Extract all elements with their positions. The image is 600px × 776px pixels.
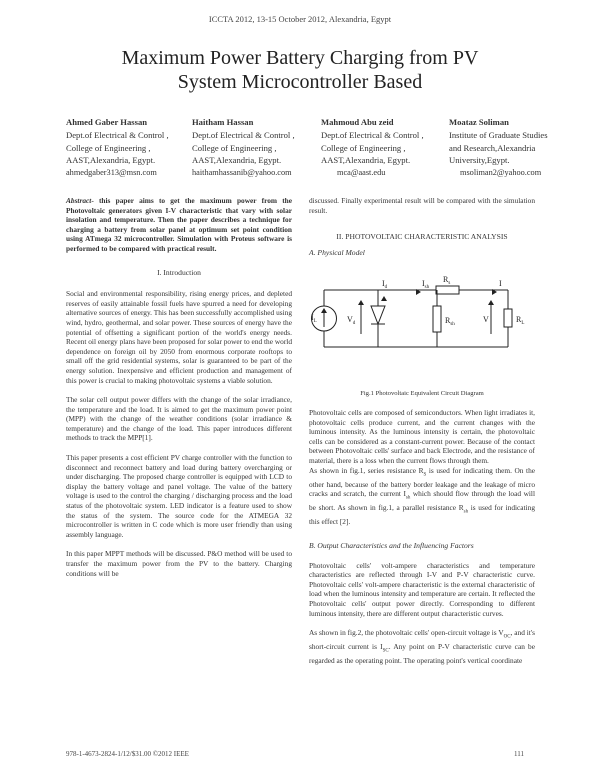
intro-paragraph-1: Social and environmental responsibility, rising energy prices, and depleted reserves of easily attainable fossil fuels have spurred a need for developing alternative sources of energy. This has been successfully accomplished using wind, hydro, geothermal, and solar power. These sources of energy have the potential of offsetting a significant portion of the world's energy needs. Recent oil energy plans have been proposed for solar power to end the world dependence on foreign oil by 2050 from enormous corporate rooftops to small off the grid residential systems, solar is guaranteed to be part of the energy solution. Inexpensive and efficient production and management of this power is crucial to making photovoltaic systems a viable solution.: [66, 289, 292, 385]
figure-1-caption: Fig.1 Photovoltaic Equivalent Circuit Diagram: [360, 390, 484, 397]
author-4-email[interactable]: msoliman2@yahoo.com: [460, 168, 542, 177]
subsection-a-title: A. Physical Model: [309, 247, 365, 257]
rsh-label: $R_{sh}$: [445, 316, 455, 327]
rs-label: $R_s$: [443, 275, 451, 286]
left-column: [66, 196, 292, 578]
v-label: V: [483, 315, 489, 324]
section-1-title: I. Introduction: [157, 267, 201, 277]
author-2: Haitham Hassan Dept.of Electrical & Control , College of Engineering , AAST,Alexandria, Egypt.: [192, 117, 295, 166]
i-label: I: [499, 279, 502, 288]
author-3: Mahmoud Abu zeid Dept.of Electrical & Control , College of Engineering , AAST,Alexandria, Egypt.: [321, 117, 424, 166]
section-2-title: II. PHOTOVOLTAIC CHARACTERISTIC ANALYSIS: [336, 232, 508, 242]
right-paragraph-1: Photovoltaic cells are composed of semiconductors. When light irradiates it, photovoltaic cells produce current, and the current changes with the luminous intensity. As the luminous intensity is certain, the photovoltaic cells can be considered as a constant-current power. Because of the contact between Photovoltaic cells' surface and back Electrode, and the resistance of material, there is a loss when the current flows through them.: [309, 408, 535, 465]
id-label: $I_d$: [382, 279, 388, 290]
abstract-label: Abstract: [66, 196, 92, 205]
right-paragraph-2: As shown in fig.1, series resistance $R_S$ is used for indicating them. On the other hand, because of the battery border leakage and the leakage of micro cracks and scratch, the current $I_{sh}$ which should flow through the load will be short. As shown in fig.1, a parallel resistance $R_{sh}$ is used for indicating this effect [2].: [309, 465, 536, 527]
vd-label: $V_d$: [347, 315, 356, 326]
author-3-email[interactable]: mca@aast.edu: [337, 168, 386, 177]
right-paragraph-4: As shown in fig.2, the photovoltaic cells' open-circuit voltage is $V_{OC}$, and it's short-circuit current is $I_{SC}$. Any point on P-V characteristic curve can be regarded as the operating point. The operating point's vertical coordinate: [309, 628, 536, 666]
paper-title: [40, 46, 560, 94]
conference-header: ICCTA 2012, 13-15 October 2012, Alexandria, Egypt: [208, 14, 392, 24]
subsection-b-title: B. Output Characteristics and the Influencing Factors: [309, 540, 474, 550]
author-1-email[interactable]: ahmedgaber313@msn.com: [66, 168, 157, 177]
title-line-1: Maximum Power Battery Charging from PV: [121, 47, 479, 69]
author-4: Moataz Soliman Institute of Graduate Studies and Research,Alexandria University,Egypt.: [449, 117, 548, 166]
intro-paragraph-4: In this paper MPPT methods will be discussed. P&O method will be used to transfer the maximum power from the PV to the battery. Charging conditions will be: [66, 549, 292, 578]
right-column-top: [309, 196, 535, 257]
il-label: $I_L$: [311, 313, 317, 324]
intro-paragraph-3: This paper presents a cost efficient PV charge controller with the function to disconnect and reconnect battery and load during battery overcharging or under discharging. The proposed charge controller is equipped with LCD to display the battery voltage and panel voltage. The value of the battery voltage is used to the control the charging / discharging process and the load status of the photovoltaic system. LED indicator is a feature used to show the status of the system. The source code for the ATMEGA 32 microcontroller is written in C code which is more user friendly than using assembly language.: [66, 453, 292, 539]
abstract: Abstract- this paper aims to get the maximum power from the Photovoltaic generators given I-V characteristic that vary with solar insolation and temperature. Then the paper describes a technique for charging a battery from solar panel at optimum set point condition using ATmega 32 microcontroller. Simulation with Proteus software is performed to be compared with practical result.: [66, 196, 292, 253]
rl-label: $R_L$: [516, 315, 525, 326]
equivalent-circuit-diagram: [309, 272, 535, 376]
ish-label: $I_{sh}$: [422, 279, 430, 290]
footer-page-number: 111: [514, 750, 524, 758]
title-line-2: System Microcontroller Based: [177, 71, 423, 93]
author-1: Ahmed Gaber Hassan Dept.of Electrical & Control , College of Engineering , AAST,Alexandria, Egypt.: [66, 117, 169, 166]
right-paragraph-3: Photovoltaic cells' volt-ampere characteristics and temperature characteristics are reflected through I-V and P-V characteristic curve. Photovoltaic cells' volt-ampere characteristic is the external characteristic of load when the luminous intensity and temperature are certain. It reflected the Photovoltaic cells' output power directly. Corresponding to different luminous intensity, there are different output characteristic curves.: [309, 560, 535, 618]
footer-copyright: 978-1-4673-2824-1/12/$31.00 ©2012 IEEE: [66, 750, 189, 758]
right-paragraph-0: discussed. Finally experimental result will be compared with the simulation result.: [309, 196, 535, 215]
author-2-email[interactable]: haithamhassanib@yahoo.com: [192, 168, 292, 177]
right-column-bottom: [309, 408, 535, 666]
intro-paragraph-2: The solar cell output power differs with the change of the solar irradiance, the temperature and the load. It is aimed to get the maximum power point (MPP) with the change of the weather conditions (solar irradiance & temperature) and the change of the load. This paper introduces different methods to track the MPP[1].: [66, 395, 292, 443]
